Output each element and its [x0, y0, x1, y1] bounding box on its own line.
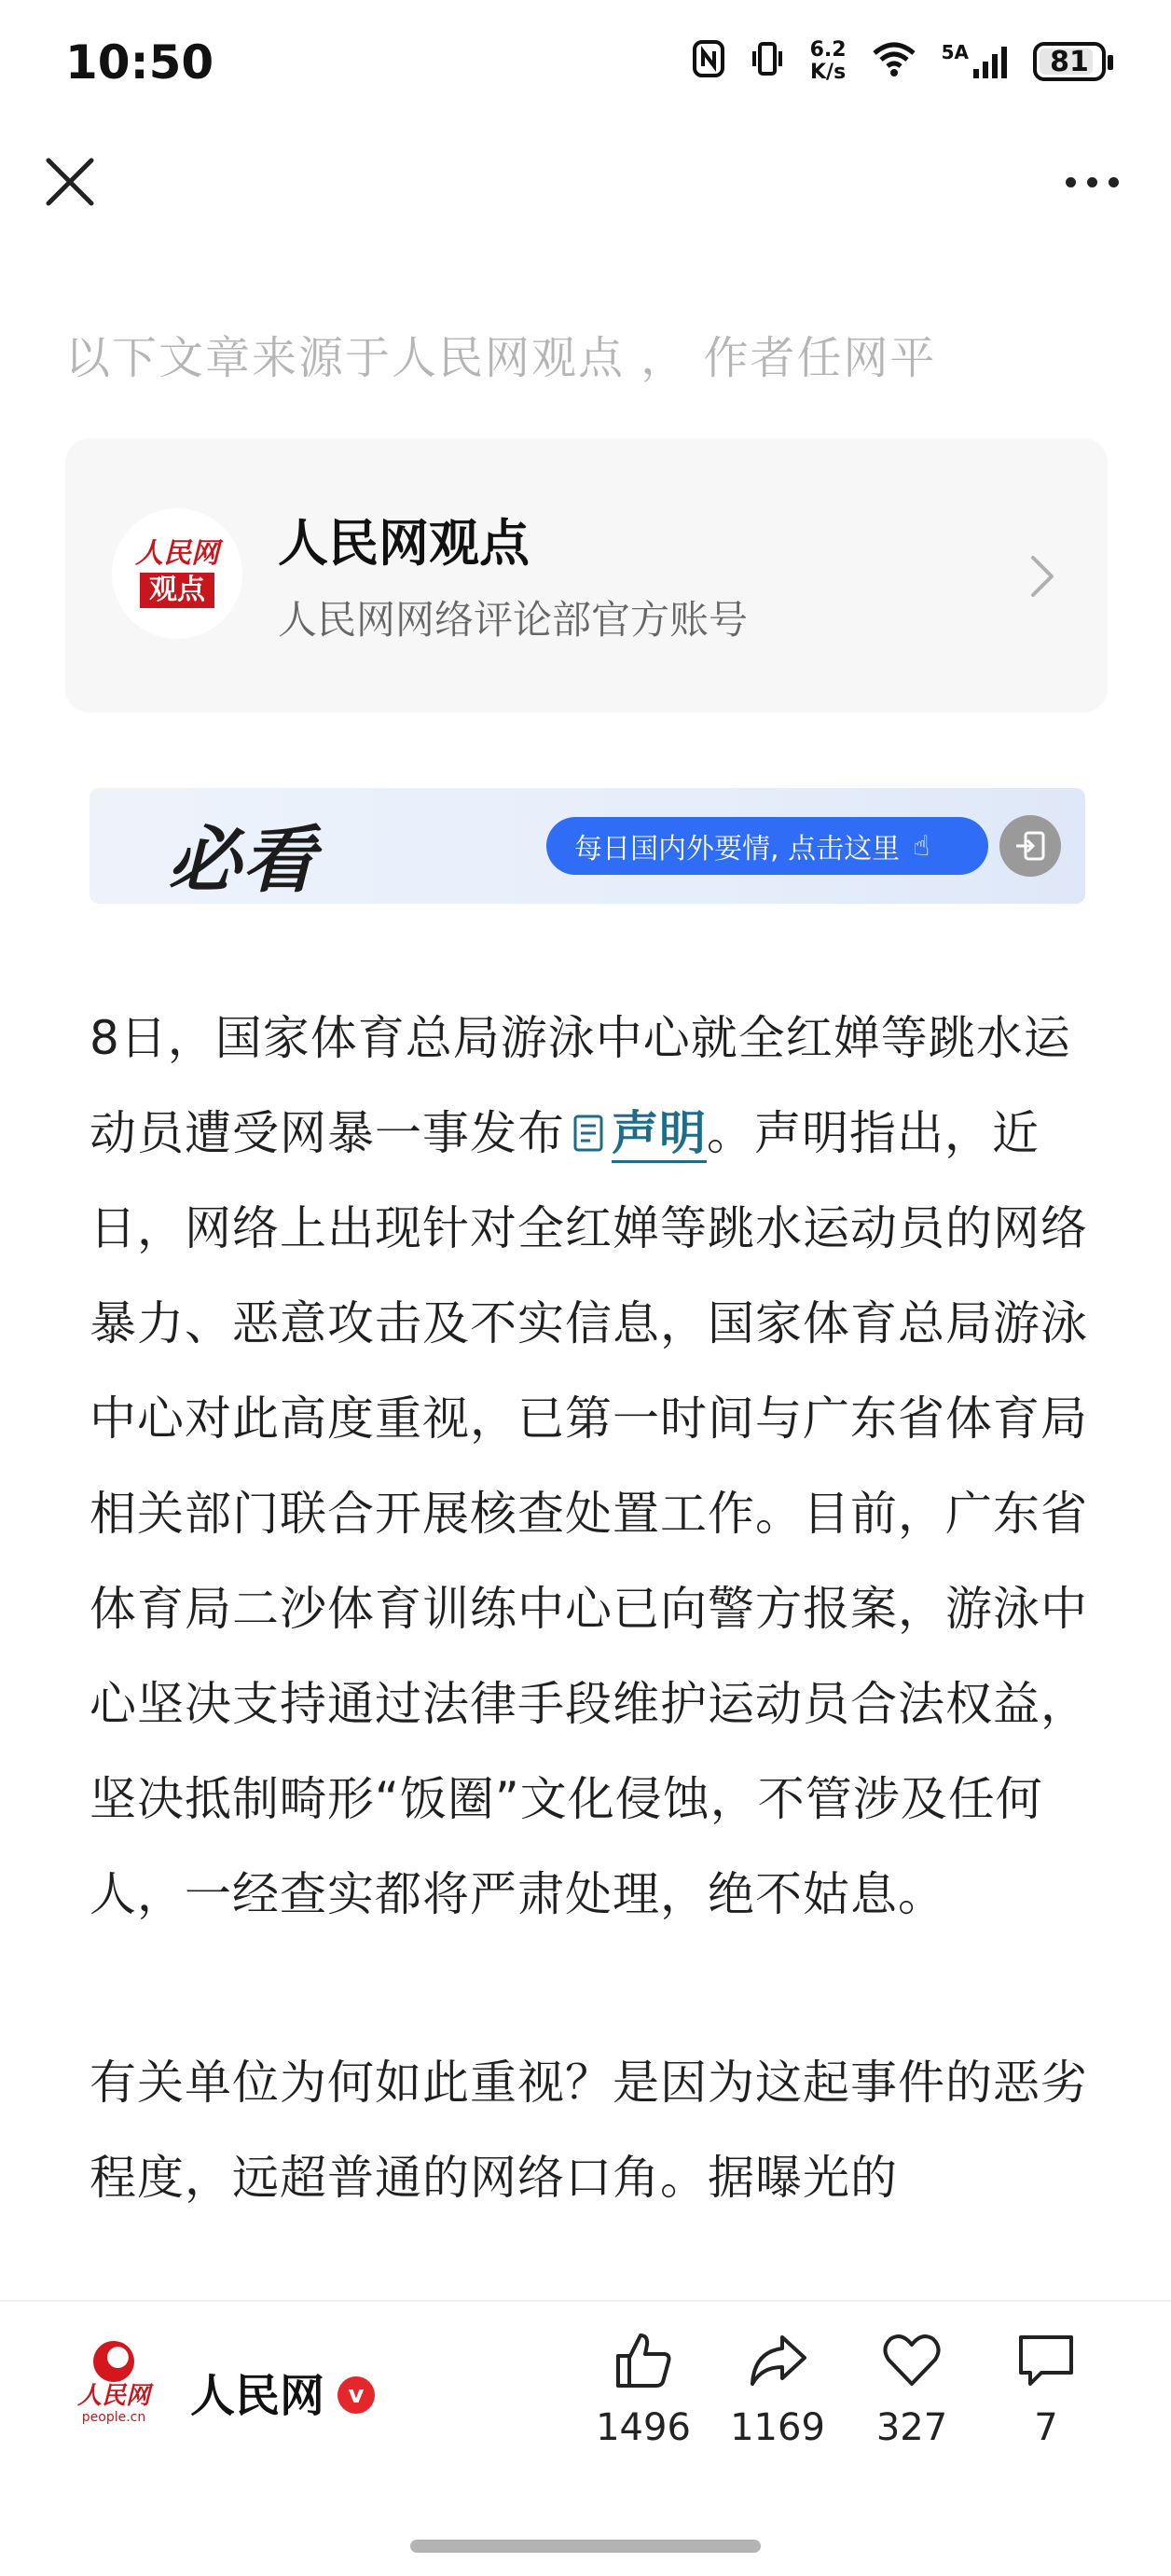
comment-count: 7: [1034, 2406, 1058, 2449]
account-avatar-line1: 人民网: [135, 537, 219, 570]
publisher-logo-emblem: [93, 2341, 134, 2382]
pointer-hand-icon: ☝: [913, 829, 930, 863]
vibrate-icon: [749, 40, 786, 84]
close-icon: [37, 149, 103, 215]
more-icon-dot: [1109, 177, 1119, 187]
heart-icon: [879, 2328, 944, 2393]
document-icon: [572, 1114, 604, 1153]
article-p1-part1: 8日，国家体育总局游泳中心就全红婵等跳水运动员遭受网暴一事发布: [90, 1011, 1071, 1160]
article-paragraph-1: [90, 990, 1093, 1942]
nfc-icon: [693, 40, 724, 84]
verified-badge-icon: [338, 2376, 375, 2414]
signal-label: 5A: [941, 41, 969, 63]
battery-icon: [1033, 42, 1106, 81]
share-count: 1169: [730, 2406, 825, 2449]
share-icon: [745, 2328, 810, 2393]
article-paragraph-2: 有关单位为何如此重视？是因为这起事件的恶劣程度，远超普通的网络口角。据曝光的: [90, 2056, 1088, 2205]
battery-level: 81: [1050, 45, 1089, 78]
status-time: 10:50: [65, 35, 214, 90]
publisher-logo-url: people.cn: [81, 2410, 146, 2425]
like-count: 1496: [596, 2406, 691, 2449]
home-indicator[interactable]: [410, 2540, 761, 2553]
publisher-name[interactable]: 人民网: [190, 2370, 325, 2422]
banner-exit-button[interactable]: [999, 815, 1061, 877]
daily-news-button[interactable]: [546, 817, 988, 875]
comment-icon: [1013, 2328, 1079, 2393]
thumbs-up-icon: [611, 2328, 676, 2393]
statement-link[interactable]: 声明: [612, 1106, 707, 1163]
daily-news-label: 每日国内外要情, 点击这里: [574, 833, 901, 866]
close-button[interactable]: [37, 149, 103, 215]
comment-button[interactable]: [990, 2328, 1102, 2449]
network-speed: [810, 39, 847, 84]
more-options-button[interactable]: [1050, 159, 1134, 205]
network-speed-unit: K/s: [810, 61, 847, 84]
like-button[interactable]: [587, 2328, 699, 2449]
chevron-right-icon: [1026, 552, 1059, 601]
exit-icon: [1013, 828, 1048, 864]
article-p1-part2: 。声明指出，近日，网络上出现针对全红婵等跳水运动员的网络暴力、恶意攻击及不实信息，国家体育总局游泳中心对此高度重视，已第一时间与广东省体育局相关部门联合开展核查处置工作。目前，广东省体育局二沙体育训练中心已向警方报案，游泳中心坚决支持通过法律手段维护运动员合法权益，坚决抵制畸形“饭圈”文化侵蚀，不管涉及任何人，一经查实都将严肃处理，绝不姑息。: [90, 1106, 1088, 1921]
account-avatar: [112, 508, 242, 639]
network-speed-value: 6.2: [809, 38, 847, 62]
publisher-logo[interactable]: [73, 2341, 155, 2434]
verified-mark: v: [348, 2381, 365, 2409]
wifi-icon: [871, 40, 917, 84]
more-icon-dot: [1066, 177, 1076, 187]
favorite-button[interactable]: [856, 2328, 968, 2449]
article-source-line: 以下文章来源于人民网观点 ， 作者任网平: [65, 332, 937, 384]
share-button[interactable]: [722, 2328, 833, 2449]
account-description: 人民网网络评论部官方账号: [278, 597, 749, 643]
account-name: 人民网观点: [278, 514, 530, 573]
banner-logo: 必看: [168, 819, 318, 903]
more-icon-dot: [1087, 177, 1097, 187]
status-icons: [693, 39, 1106, 84]
cellular-signal-icon: [942, 43, 1009, 80]
favorite-count: 327: [875, 2406, 948, 2449]
publisher-logo-text: 人民网: [76, 2382, 150, 2410]
article-body: [90, 990, 1093, 2225]
account-avatar-line2: 观点: [140, 573, 214, 608]
